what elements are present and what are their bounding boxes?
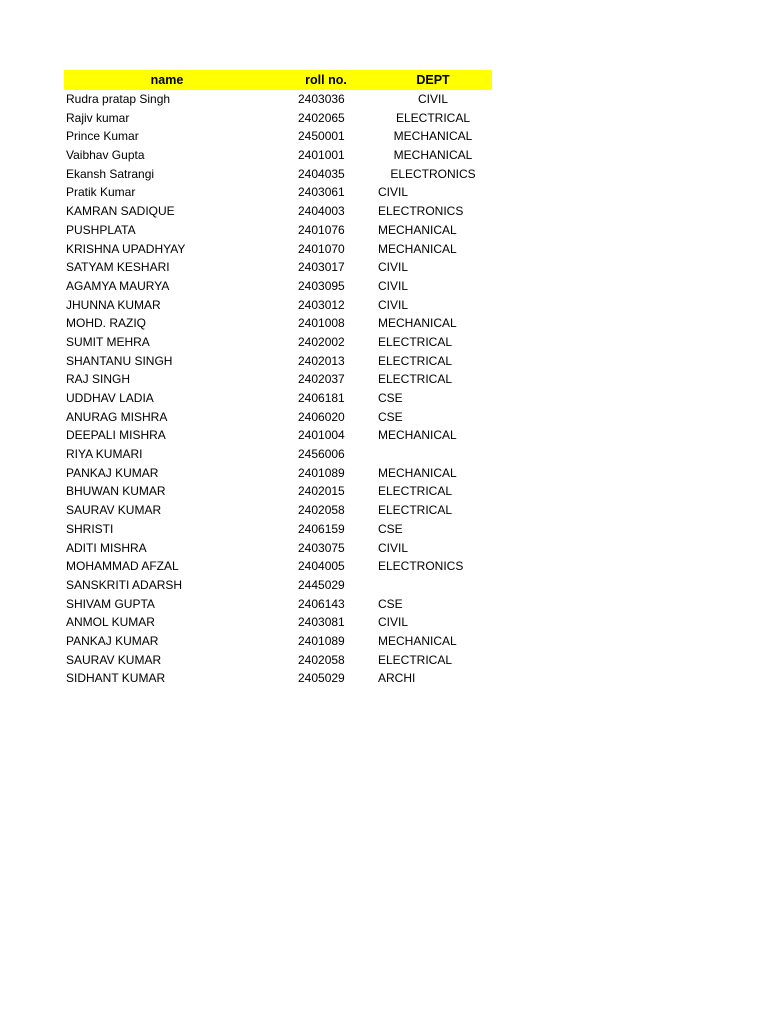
- name-cell: Vaibhav Gupta: [66, 148, 145, 163]
- name-cell: MOHAMMAD AFZAL: [66, 559, 179, 574]
- dept-cell: CIVIL: [378, 185, 409, 200]
- roll-cell: 2405029: [298, 671, 345, 686]
- table-row: [64, 183, 492, 202]
- table-row: [64, 445, 492, 464]
- roll-cell: 2401004: [298, 428, 345, 443]
- roll-cell: 2401008: [298, 316, 345, 331]
- table-row: [64, 632, 492, 651]
- name-cell: SAURAV KUMAR: [66, 503, 162, 518]
- name-cell: MOHD. RAZIQ: [66, 316, 146, 331]
- dept-cell: ARCHI: [378, 671, 416, 686]
- table-row: [64, 426, 492, 445]
- name-cell: Rajiv kumar: [66, 110, 130, 125]
- dept-cell: CSE: [378, 521, 403, 536]
- table-row: [64, 314, 492, 333]
- dept-cell: MECHANICAL: [393, 148, 473, 163]
- name-cell: SHANTANU SINGH: [66, 353, 173, 368]
- table-row: [64, 90, 492, 109]
- roll-cell: 2402058: [298, 652, 345, 667]
- header-row: [64, 70, 492, 90]
- table-row: [64, 501, 492, 520]
- student-sheet: [64, 70, 492, 688]
- table-row: [64, 202, 492, 221]
- name-cell: Rudra pratap Singh: [66, 92, 171, 106]
- dept-cell: MECHANICAL: [378, 633, 457, 648]
- table-row: [64, 557, 492, 576]
- table-row: [64, 464, 492, 483]
- dept-cell: ELECTRICAL: [378, 353, 453, 368]
- table-row: [64, 221, 492, 240]
- table-row: [64, 240, 492, 259]
- name-cell: SHIVAM GUPTA: [66, 596, 155, 611]
- name-cell: RIYA KUMARI: [66, 447, 143, 462]
- name-cell: SUMIT MEHRA: [66, 334, 150, 349]
- table-row: [64, 352, 492, 371]
- roll-cell: 2403081: [298, 615, 345, 630]
- roll-cell: 2456006: [298, 447, 345, 462]
- table-row: [64, 333, 492, 352]
- dept-cell: CIVIL: [378, 615, 409, 630]
- roll-cell: 2403036: [298, 92, 345, 106]
- roll-cell: 2402058: [298, 503, 345, 518]
- roll-cell: 2403017: [298, 260, 345, 275]
- table-row: [64, 539, 492, 558]
- table-row: [64, 576, 492, 595]
- roll-cell: 2402013: [298, 353, 345, 368]
- dept-cell: CSE: [378, 596, 403, 611]
- dept-cell: CIVIL: [378, 297, 409, 312]
- dept-cell: CIVIL: [378, 260, 409, 275]
- roll-cell: 2401001: [298, 148, 345, 163]
- name-cell: KRISHNA UPADHYAY: [66, 241, 186, 256]
- name-cell: ANURAG MISHRA: [66, 409, 168, 424]
- name-cell: JHUNNA KUMAR: [66, 297, 161, 312]
- roll-cell: 2403095: [298, 278, 345, 293]
- dept-cell: ELECTRICAL: [378, 334, 453, 349]
- dept-cell: CSE: [378, 391, 403, 405]
- table-row: [64, 370, 492, 389]
- table-row: [64, 669, 492, 688]
- dept-cell: CIVIL: [417, 92, 448, 106]
- dept-cell: MECHANICAL: [378, 465, 457, 480]
- roll-cell: 2450001: [298, 129, 345, 144]
- name-cell: ADITI MISHRA: [66, 540, 147, 555]
- dept-cell: MECHANICAL: [378, 222, 457, 237]
- dept-cell: CIVIL: [378, 278, 409, 293]
- name-cell: Ekansh Satrangi: [66, 166, 155, 181]
- table-row: [64, 595, 492, 614]
- roll-cell: 2406020: [298, 409, 345, 424]
- table-row: [64, 277, 492, 296]
- name-cell: DEEPALI MISHRA: [66, 428, 166, 443]
- table-row: [64, 258, 492, 277]
- roll-cell: 2401076: [298, 222, 345, 237]
- roll-cell: 2402015: [298, 484, 345, 499]
- dept-cell: ELECTRICAL: [395, 110, 471, 125]
- name-cell: PUSHPLATA: [66, 222, 136, 237]
- dept-cell: MECHANICAL: [378, 241, 457, 256]
- name-cell: KAMRAN SADIQUE: [66, 204, 175, 219]
- table-row: [64, 165, 492, 184]
- roll-cell: 2401089: [298, 465, 345, 480]
- name-cell: RAJ SINGH: [66, 372, 131, 387]
- roll-cell: 2402065: [298, 110, 345, 125]
- name-cell: SANSKRITI ADARSH: [66, 577, 183, 592]
- dept-cell: ELECTRONICS: [378, 559, 464, 574]
- dept-cell: CIVIL: [378, 540, 409, 555]
- table-row: [64, 613, 492, 632]
- student-rows: [64, 90, 492, 688]
- roll-cell: 2402037: [298, 372, 345, 387]
- roll-cell: 2403075: [298, 540, 345, 555]
- dept-column-header: DEPT: [416, 73, 450, 87]
- roll-cell: 2406159: [298, 521, 345, 536]
- roll-cell: 2404003: [298, 204, 345, 219]
- name-cell: AGAMYA MAURYA: [66, 278, 170, 293]
- dept-cell: MECHANICAL: [378, 316, 457, 331]
- roll-column-header: roll no.: [305, 73, 347, 87]
- dept-cell: ELECTRONICS: [390, 166, 476, 181]
- table-row: [64, 389, 492, 408]
- roll-cell: 2445029: [298, 577, 345, 592]
- name-cell: SIDHANT KUMAR: [66, 671, 166, 686]
- dept-cell: CSE: [378, 409, 403, 424]
- name-cell: Prince Kumar: [66, 129, 139, 144]
- roll-cell: 2404035: [298, 166, 345, 181]
- name-cell: BHUWAN KUMAR: [66, 484, 166, 499]
- roll-cell: 2401089: [298, 633, 345, 648]
- name-cell: UDDHAV LADIA: [66, 391, 154, 405]
- roll-cell: 2406143: [298, 596, 345, 611]
- dept-cell: ELECTRONICS: [378, 204, 464, 219]
- roll-cell: 2403012: [298, 297, 345, 312]
- roll-cell: 2401070: [298, 241, 345, 256]
- table-row: [64, 296, 492, 315]
- table-row: [64, 520, 492, 539]
- name-cell: PANKAJ KUMAR: [66, 633, 159, 648]
- dept-cell: ELECTRICAL: [378, 652, 453, 667]
- table-row: [64, 651, 492, 670]
- roll-cell: 2406181: [298, 391, 345, 405]
- dept-cell: MECHANICAL: [378, 428, 457, 443]
- table-row: [64, 146, 492, 165]
- table-row: [64, 127, 492, 146]
- name-cell: SAURAV KUMAR: [66, 652, 162, 667]
- roll-cell: 2403061: [298, 185, 345, 200]
- name-cell: SHRISTI: [66, 521, 114, 536]
- dept-cell: ELECTRICAL: [378, 484, 453, 499]
- name-cell: SATYAM KESHARI: [66, 260, 170, 275]
- dept-cell: ELECTRICAL: [378, 503, 453, 518]
- roll-cell: 2404005: [298, 559, 345, 574]
- roll-cell: 2402002: [298, 334, 345, 349]
- name-column-header: name: [150, 73, 184, 87]
- name-cell: Pratik Kumar: [66, 185, 136, 200]
- table-row: [64, 109, 492, 128]
- table-row: [64, 482, 492, 501]
- name-cell: ANMOL KUMAR: [66, 615, 155, 630]
- dept-cell: ELECTRICAL: [378, 372, 453, 387]
- table-row: [64, 408, 492, 427]
- dept-cell: MECHANICAL: [393, 129, 473, 144]
- name-cell: PANKAJ KUMAR: [66, 465, 159, 480]
